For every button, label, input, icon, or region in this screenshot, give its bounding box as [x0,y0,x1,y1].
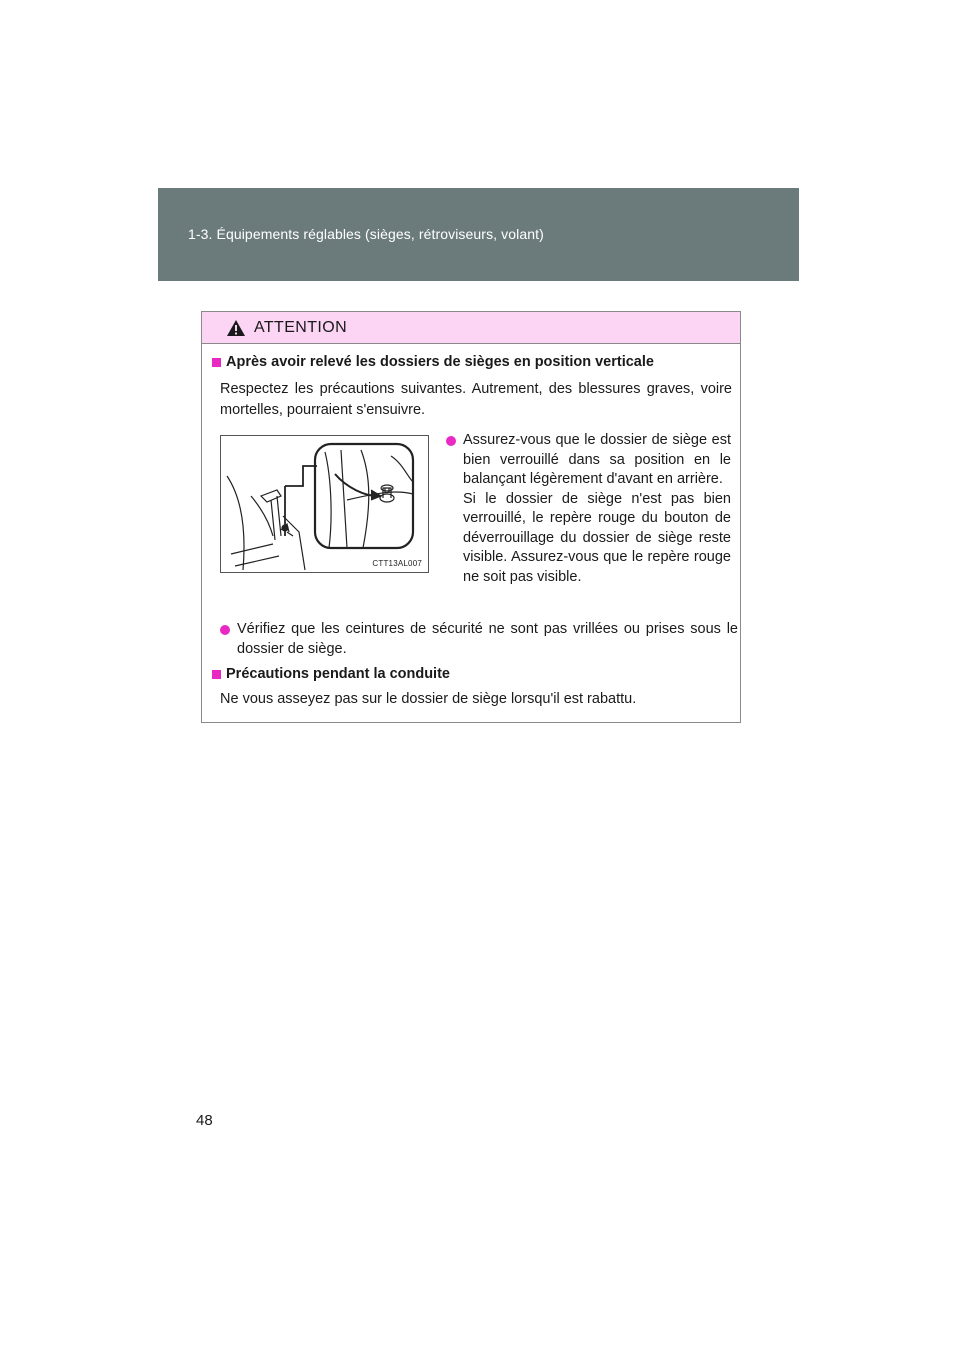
page-number: 48 [196,1112,213,1129]
figure-caption: CTT13AL007 [372,559,422,568]
warning-header [202,312,740,344]
warning-triangle-icon [226,319,246,337]
section2-text: Ne vous asseyez pas sur le dossier de siège lorsqu'il est rabattu. [220,691,637,707]
section2-title: Précautions pendant la conduite [226,666,450,682]
warning-title: ATTENTION [254,318,348,336]
seat-lock-illustration [220,435,429,573]
bullet-1-text-2: Si le dossier de siège n'est pas bien verrouillé, le repère rouge du bouton de déverrouillage du dossier de siège reste visible. Assurez-vous que le repère rouge ne soit pas visible. [463,490,731,585]
bullet-1 [446,431,731,587]
round-bullet-icon [220,625,230,635]
section-title: 1-3. Équipements réglables (sièges, rétroviseurs, volant) [188,226,544,242]
section1-text: Respectez les précautions suivantes. Autrement, des blessures graves, voire mortelles, pourraient s'ensuivre. [220,381,732,418]
bullet-2-text: Vérifiez que les ceintures de sécurité ne sont pas vrillées ou prises sous le dossier de siège. [237,621,738,657]
warning-box [201,311,741,723]
round-bullet-icon [446,436,456,446]
bullet-1-text: Assurez-vous que le dossier de siège est bien verrouillé dans sa position en le balançant légèrement d'avant en arrière. [463,432,731,487]
seat-illustration-drawing [221,436,428,572]
square-bullet-icon [212,670,221,679]
section2-heading [212,666,450,682]
bullet-2 [220,620,738,659]
section1-title: Après avoir relevé les dossiers de sièges en position verticale [226,354,654,370]
section1-heading [212,354,654,370]
square-bullet-icon [212,358,221,367]
section-header-band [158,188,799,281]
